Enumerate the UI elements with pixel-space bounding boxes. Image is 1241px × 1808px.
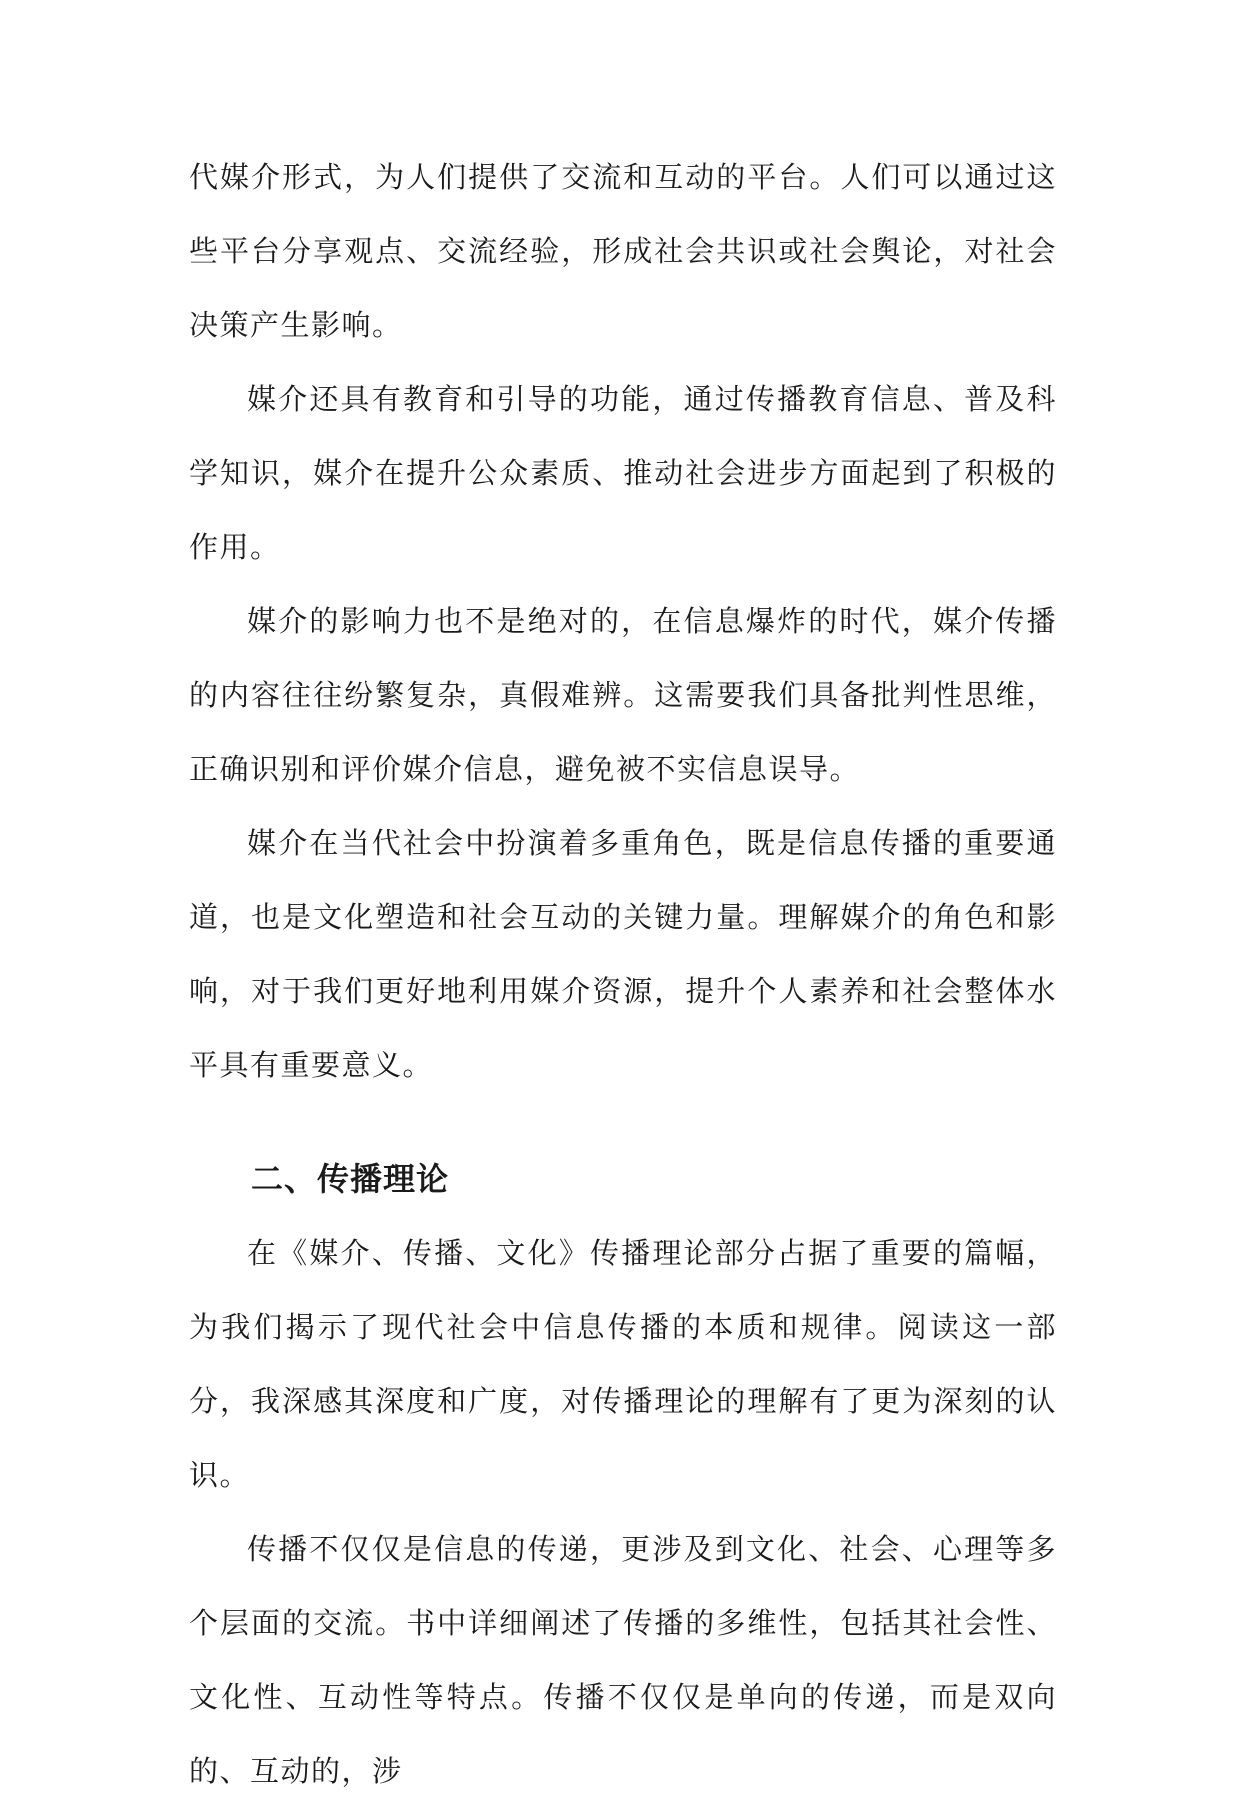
paragraph: 传播不仅仅是信息的传递，更涉及到文化、社会、心理等多个层面的交流。书中详细阐述了传播的多维性，包括其社会性、文化性、互动性等特点。传播不仅仅是单向的传递，而是双向的、互动的，涉 (189, 1532, 1057, 1788)
paragraph: 媒介的影响力也不是绝对的，在信息爆炸的时代，媒介传播的内容往往纷繁复杂，真假难辨。这需要我们具备批判性思维，正确识别和评价媒介信息，避免被不实信息误导。 (189, 604, 1057, 786)
paragraph: 媒介还具有教育和引导的功能，通过传播教育信息、普及科学知识，媒介在提升公众素质、推动社会进步方面起到了积极的作用。 (189, 382, 1057, 564)
document-body (189, 140, 1057, 1808)
section-heading: 二、传播理论 (251, 1160, 450, 1198)
paragraph: 媒介在当代社会中扮演着多重角色，既是信息传播的重要通道，也是文化塑造和社会互动的关键力量。理解媒介的角色和影响，对于我们更好地利用媒介资源，提升个人素养和社会整体水平具有重要意义。 (189, 826, 1057, 1082)
paragraph: 在《媒介、传播、文化》传播理论部分占据了重要的篇幅，为我们揭示了现代社会中信息传播的本质和规律。阅读这一部分，我深感其深度和广度，对传播理论的理解有了更为深刻的认识。 (189, 1236, 1057, 1492)
paragraph: 代媒介形式，为人们提供了交流和互动的平台。人们可以通过这些平台分享观点、交流经验，形成社会共识或社会舆论，对社会决策产生影响。 (189, 160, 1057, 342)
